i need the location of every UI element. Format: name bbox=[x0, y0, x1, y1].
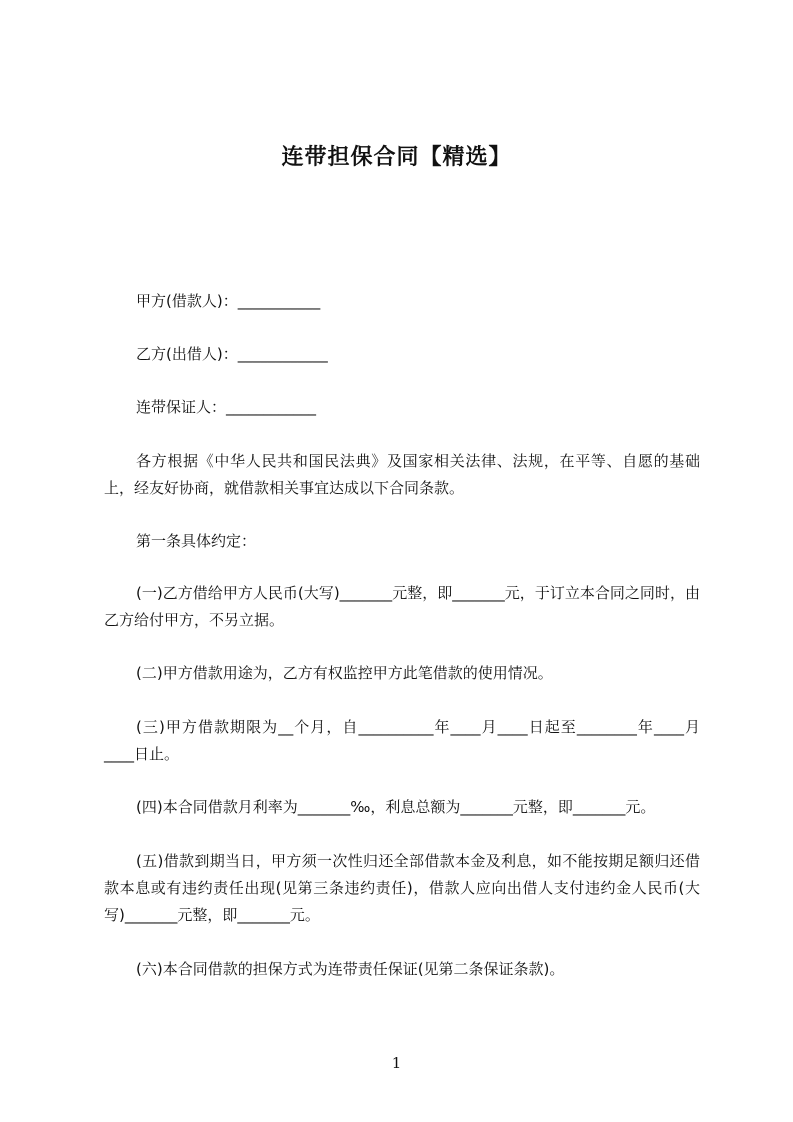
party-a-line: 甲方(借款人)：___________ bbox=[136, 292, 321, 310]
guarantor-line: 连带保证人：____________ bbox=[136, 398, 317, 416]
clause-1: (一)乙方借给甲方人民币(大写)_______元整，即_______元，于订立本合同之同时，由乙方给付甲方，不另立据。 bbox=[104, 584, 700, 629]
article1-heading: 第一条具体约定： bbox=[136, 532, 257, 550]
document-title: 连带担保合同【精选】 bbox=[281, 145, 512, 170]
page-number: 1 bbox=[391, 1054, 402, 1072]
clause-3: (三)甲方借款期限为__个月，自__________年____月____日起至________年____月____日止。 bbox=[104, 718, 700, 763]
clause-5: (五)借款到期当日，甲方须一次性归还全部借款本金及利息，如不能按期足额归还借款本息或有违约责任出现(见第三条违约责任)，借款人应向出借人支付违约金人民币(大写)_______元整，即_______元。 bbox=[104, 852, 700, 924]
clause-4: (四)本合同借款月利率为_______‰，利息总额为_______元整，即_______元。 bbox=[136, 798, 656, 816]
preamble-paragraph: 各方根据《中华人民共和国民法典》及国家相关法律、法规，在平等、自愿的基础上，经友好协商，就借款相关事宜达成以下合同条款。 bbox=[104, 452, 700, 497]
clause-6: (六)本合同借款的担保方式为连带责任保证(见第二条保证条款)。 bbox=[136, 960, 565, 978]
clause-2: (二)甲方借款用途为，乙方有权监控甲方此笔借款的使用情况。 bbox=[136, 664, 553, 682]
party-b-line: 乙方(出借人)：____________ bbox=[136, 345, 328, 363]
